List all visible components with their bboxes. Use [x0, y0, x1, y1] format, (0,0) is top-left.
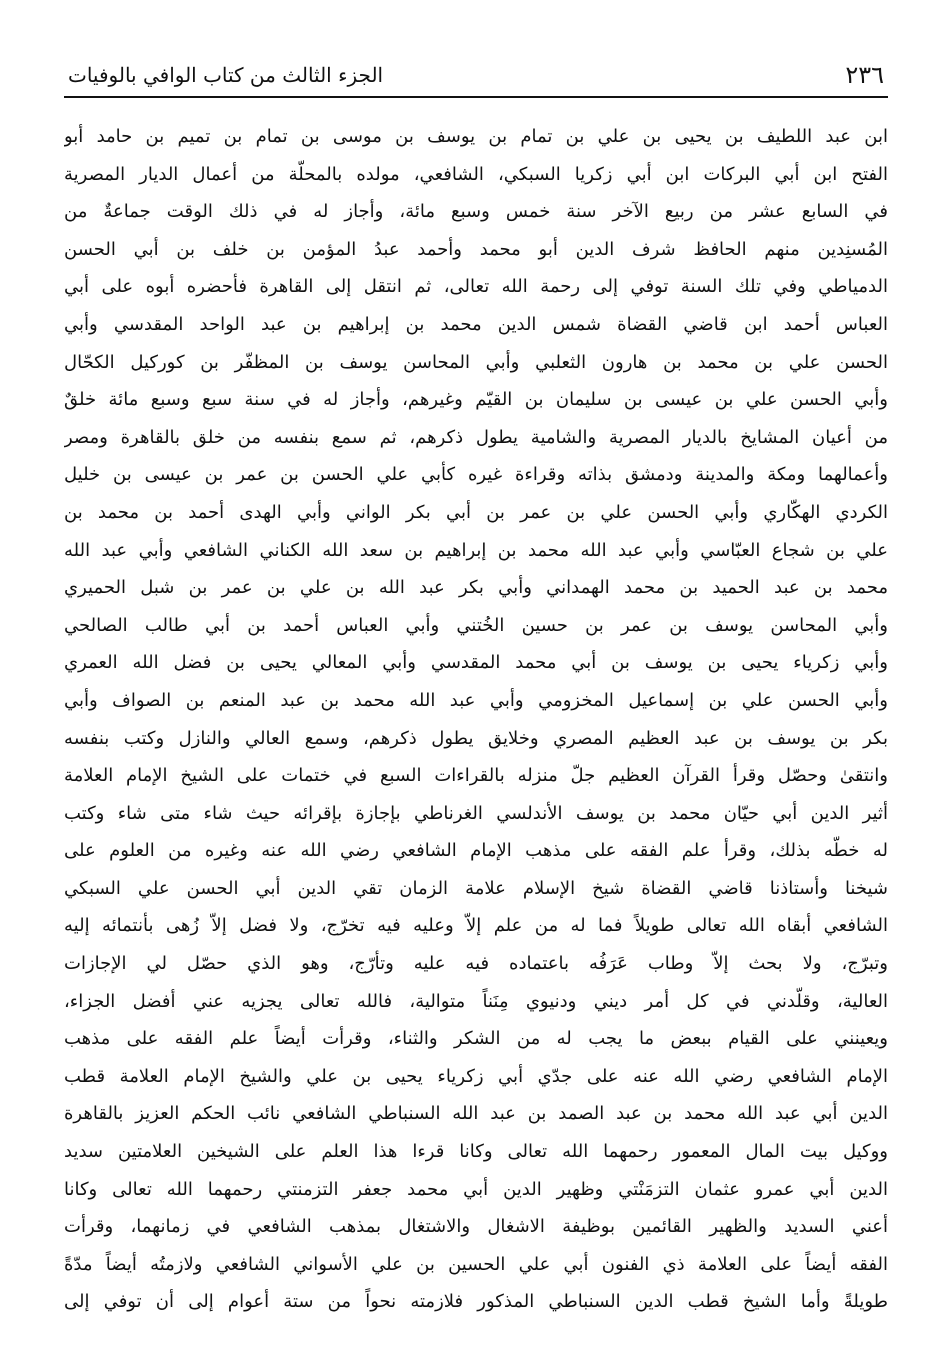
text-line: له خطّه بذلك، وقرأ علم الفقه على مذهب الإمام الشافعي رضي الله عنه وغيره من العلوم على: [64, 840, 888, 862]
text-line: أثير الدين أبي حيّان محمد بن يوسف الأندلسي الغرناطي بإجازة بإقرائه حيث شاء متى شاء وكتب: [64, 802, 888, 824]
text-line: محمد بن عبد الحميد بن محمد الهمداني وأبي بكر عبد الله بن علي بن عمر بن شبل الحميري: [64, 577, 888, 599]
text-line: الدين أبي عمرو عثمان التزمَنْتي وظهير الدين أبي محمد جعفر التزمنتي رحمهما الله تعالى وكانا: [64, 1178, 888, 1200]
text-line: علي بن شجاع العبّاسي وأبي عبد الله محمد بن إبراهيم بن سعد الله الكناني الشافعي وأبي عبد الله: [64, 539, 888, 561]
header-divider: [64, 96, 888, 98]
text-line: وتبرّج، ولا بحث إلاّ وطاب عَرَفُه باعتماده فيه عليه وتأرّج، وهو الذي حصّل لي الإجازات: [64, 953, 888, 975]
text-line: أعني السديد والظهير القائمين بوظيفة الاشغال والاشتغال بمذهب الشافعي في زمانهما، وقرأت: [64, 1216, 888, 1238]
text-line: ابن عبد اللطيف بن يحيى بن علي بن تمام بن يوسف بن موسى بن تمام بن تميم بن حامد أبو: [64, 126, 888, 147]
text-line: وانتقىٰ وحصّل وقرأ القرآن العظيم جلّ منزله بالقراءات السبع في ختمات على الشيخ الإمام العلامة: [64, 765, 888, 787]
text-line: وأبي الحسن علي بن عيسى بن سليمان بن القيّم وغيرهم، وأجاز له في سنة سبع وسبع مائة خلقٌ: [64, 389, 888, 411]
text-line: في السابع عشر من ربيع الآخر سنة خمس وسبع مائة، وأجاز له في ذلك الوقت جماعةٌ من: [64, 201, 888, 223]
body-text: [64, 118, 888, 1321]
text-line: بكر بن يوسف بن عبد العظيم المصري وخلايق يطول ذكرهم، وسمع العالي والنازل وكتب بنفسه: [64, 727, 888, 749]
page-number: ٢٣٦: [845, 61, 884, 89]
text-line: العباس أحمد ابن قاضي القضاة شمس الدين محمد بن إبراهيم بن عبد الواحد المقدسي وأبي: [64, 313, 888, 335]
text-line: الدمياطي وفي تلك السنة توفي إلى رحمة الله تعالى، ثم انتقل إلى القاهرة فأحضره أبوه على أبي: [64, 276, 888, 298]
text-line: الشافعي أبقاه الله تعالى طويلاً فما له من علم إلاّ وعليه فيه تخرّج، ولا فضل إلاّ زُهى بأنتمائه إليه: [64, 915, 888, 937]
text-line: وأبي زكرياء يحيى بن يوسف بن أبي محمد المقدسي وأبي المعالي يحيى بن فضل الله العمري: [64, 652, 888, 674]
text-line: ووكيل بيت المال المعمور رحمهما الله تعالى وكانا قرءا هذا العلم على الشيخين العلامتين سديد: [64, 1141, 888, 1163]
text-line: الحسن علي بن محمد بن هارون الثعلبي وأبي المحاسن يوسف بن المظفّر بن كوركيل الكحّال: [64, 351, 888, 373]
text-line: ويعينني على القيام ببعض ما يجب له من الشكر والثناء، وقرأت أيضاً علم الفقه على مذهب: [64, 1028, 888, 1050]
page-header: [64, 60, 888, 90]
text-line: المُسنِدين منهم الحافظ شرف الدين أبو محمد وأحمد عبدُ المؤمن بن خلف بن أبي الحسن: [64, 238, 888, 260]
text-line: من أعيان المشايخ بالديار المصرية والشامية يطول ذكرهم، ثم سمع بنفسه من خلق بالقاهرة ومصر: [64, 426, 888, 448]
text-line: الفقه أيضاً على العلامة ذي الفنون أبي علي الحسين بن علي الأسواني الشافعي ولازمتُه أيضاً مدّةً: [64, 1253, 888, 1275]
text-line: طويلةً وأما الشيخ قطب الدين السنباطي المذكور فلازمته نحواً من ستة أعوام إلى أن توفي إلى: [64, 1291, 888, 1313]
text-line: العالية، وقلّدني في كل أمر ديني ودنيوي مِنَناً متوالية، فالله تعالى يجزيه عني أفضل الجزاء،: [64, 990, 888, 1012]
text-line: وأعمالهما ومكة والمدينة ودمشق بذاته وقراءة غيره كأبي علي الحسن بن عمر بن عيسى بن خليل: [64, 464, 888, 486]
text-line: وأبي المحاسن يوسف بن عمر بن حسين الخُتني وأبي العباس أحمد بن أبي طالب الصالحي: [64, 614, 888, 636]
running-title: الجزء الثالث من كتاب الوافي بالوفيات: [68, 63, 384, 87]
text-line: الإمام الشافعي رضي الله عنه على جدّي أبي زكرياء يحيى بن علي والشيخ الإمام العلامة قطب: [64, 1065, 888, 1087]
text-line: الفتح ابن أبي البركات ابن أبي زكريا السبكي، الشافعي، مولده بالمحلّة من أعمال الديار المصرية: [64, 163, 888, 185]
text-line: الدين أبي عبد الله محمد بن عبد الصمد بن عبد الله السنباطي الشافعي نائب الحكم العزيز بالقاهرة: [64, 1103, 888, 1125]
text-line: وأبي الحسن علي بن إسماعيل المخزومي وأبي عبد الله محمد بن عبد المنعم بن الصواف وأبي: [64, 689, 888, 711]
text-line: شيخنا وأستاذنا قاضي القضاة شيخ الإسلام علامة الزمان تقي الدين أبي الحسن علي السبكي: [64, 877, 888, 899]
text-line: الكردي الهكّاري وأبي الحسن علي بن عمر بن أبي بكر الواني وأبي الهدى أحمد بن محمد بن: [64, 501, 888, 523]
